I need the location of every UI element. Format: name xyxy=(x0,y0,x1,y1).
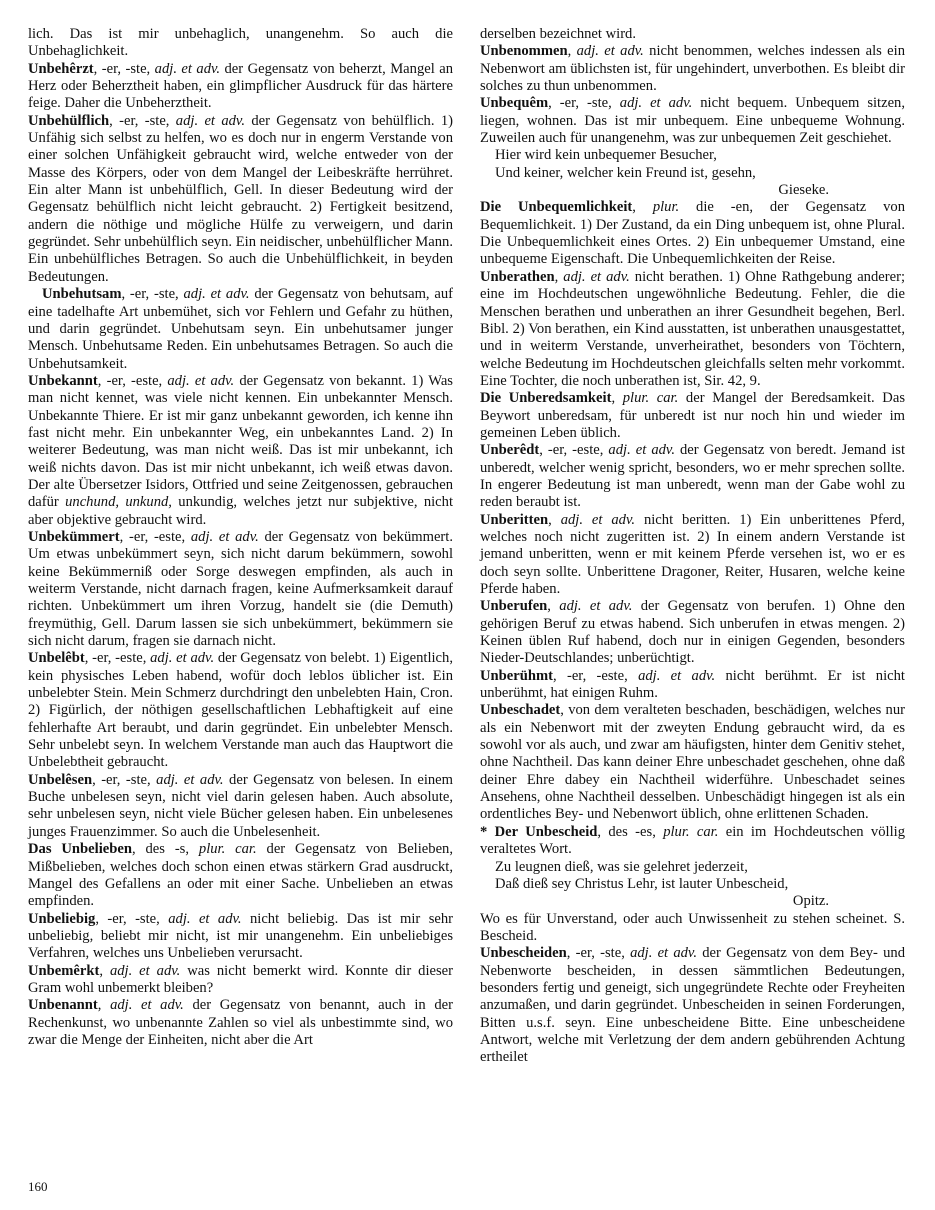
verse-line xyxy=(480,876,905,893)
entry-text: , -er, -ste, xyxy=(95,910,169,927)
entry-text: nicht beliebig. Das ist mir sehr unbeliebig, beliebt mir nicht, ist mir unangenehm. Ein unbeliebiges Verfahren, welches uns Unbelieben verursacht. xyxy=(28,910,454,962)
entry-headword: Unbequêm xyxy=(480,95,549,112)
text-column-right xyxy=(480,26,905,1067)
dictionary-entry xyxy=(28,963,453,998)
entry-text: der Gegensatz von berufen. 1) Ohne den gehörigen Beruf zu etwas habend. Sich unberufen in etwas mengen. 2) Keinen üblen Ruf habend, doch nur in einigen Gegenden, besonders Nieder-Deutschlandes; unberüchtigt. xyxy=(480,598,905,667)
entry-text: nicht beritten. 1) Ein unberittenes Pferd, welches noch nicht zugeritten ist. 2) In einem andern Verstande ist jemand unberitten, wenn er mit keinem Pferde versehen ist, wo er es doch seyn sollte. Unberittene Dragoner, Reiter, Husaren, welche keine Pferde haben. xyxy=(480,511,905,597)
entry-headword: Unbehülflich xyxy=(28,112,110,129)
entry-text: , xyxy=(567,43,577,60)
entry-text: , -er, -este, xyxy=(539,442,609,459)
entry-text: , xyxy=(611,390,623,407)
entry-text: der Gegensatz von belesen. In einem Buche unbelesen seyn, nicht viel darin gelesen haben. Auch absolute, sehr unbelesen seyn, nicht viele Bücher gelesen haben. Ein unbelesenes junges Frauenzimmer. So auch die Unbelesenheit. xyxy=(28,771,453,840)
entry-text: der Gegensatz von beredt. Jemand ist unberedt, welcher wenig spricht, besonders, wo er mehr sprechen sollte. In engerer Bedeutung ist man unberedt, wenn man der Gabe wohl zu reden beraubt ist. xyxy=(480,442,905,511)
grammar-label: adj. et adv. xyxy=(630,945,697,962)
entry-text: , -er, -ste, xyxy=(566,945,631,962)
entry-text: Daß dieß sey Christus Lehr, ist lauter Unbescheid, xyxy=(495,875,789,892)
entry-text: , -er, -este, xyxy=(552,667,639,684)
grammar-label: adj. et adv. xyxy=(175,112,245,129)
text-column-left xyxy=(28,26,453,1067)
entry-text: die -en, der Gegensatz von Bequemlichkeit. 1) Der Zustand, da ein Ding unbequem ist, ohne Plural. Die Unbequemlichkeit eines Ortes. 2) Ein unbequemer Umstand, eine unbequeme Eigenschaft. Die Unbequemlichkeiten der Reise. xyxy=(480,199,905,268)
dictionary-entry xyxy=(28,113,453,286)
dictionary-entry xyxy=(480,512,905,599)
grammar-label: adj. et adv. xyxy=(560,511,636,528)
grammar-label: adj. et adv. xyxy=(619,95,693,112)
grammar-label: adj. et adv. xyxy=(563,268,630,285)
entry-headword: Unbeschadet xyxy=(480,702,561,719)
grammar-label: adj. et adv. xyxy=(167,372,235,389)
dictionary-entry xyxy=(480,43,905,95)
two-column-text-area xyxy=(28,26,906,1067)
entry-text: Zu leugnen dieß, was sie gelehret jederzeit, xyxy=(495,858,748,875)
grammar-label: adj. et adv. xyxy=(168,910,242,927)
entry-text: nicht berühmt. Er ist nicht unberühmt, hat einigen Ruhm. xyxy=(480,667,905,702)
entry-text: , -er, -este, xyxy=(119,528,191,545)
entry-headword: Unbelêbt xyxy=(28,650,85,667)
grammar-label: adj. et adv. xyxy=(109,962,181,979)
dictionary-entry xyxy=(480,199,905,268)
entry-headword: Unberühmt xyxy=(480,667,553,684)
entry-text: der Mangel der Beredsamkeit. Das Beywort unberedsam, für unberedt ist nur noch hin und wieder im gemeinen Leben üblich. xyxy=(480,390,906,441)
entry-text: , xyxy=(99,962,110,979)
entry-text: , -er, -ste, xyxy=(109,112,176,129)
entry-text: , -er, -ste, xyxy=(92,771,157,788)
verse-line xyxy=(480,147,905,164)
paragraph xyxy=(28,26,453,61)
entry-headword: Unberêdt xyxy=(480,442,540,459)
dictionary-entry xyxy=(480,702,905,823)
dictionary-entry xyxy=(28,841,453,910)
paragraph xyxy=(480,26,905,43)
verse-line xyxy=(480,165,905,182)
dictionary-entry xyxy=(480,945,905,1066)
entry-text: , des -s, xyxy=(131,841,199,858)
dictionary-entry xyxy=(480,824,905,859)
entry-text: der Gegensatz von Belieben, Mißbelieben, welches doch schon einen etwas stärkern Grad ausdruckt, Mangel des Gefallens an oder mit einer Sache. Unbelieben an etwas empfinden. xyxy=(28,841,453,910)
entry-headword: Unbemêrkt xyxy=(28,962,100,979)
entry-text: der Gegensatz von beherzt, Mangel an Herz oder Beherztheit haben, ein glimpflicher Ausdruck für das härtere feige. Daher die Unbeherztheit. xyxy=(28,60,454,112)
entry-text: der Gegensatz von dem Bey- und Nebenworte bescheiden, in dessen sämmtlichen Bedeutungen, besonders fertig und geneigt, sich ungegründete Rechte oder Freyheiten anzumaßen, und darin gegründet. Unbescheiden in seinen Forderungen, Bitten u.s.f. seyn. Eine unbescheidene Bitte. Eine unbescheidene Antwort, welche mit Verletzung der dem andern gebührenden Achtung ertheilet xyxy=(480,945,906,1066)
entry-text: , -er, -este, xyxy=(97,372,168,389)
grammar-label: adj. et adv. xyxy=(154,60,221,77)
grammar-label: plur. car. xyxy=(198,841,257,858)
grammar-label: adj. et adv. xyxy=(559,598,633,615)
entry-text: , xyxy=(547,598,560,615)
grammar-label: plur. car. xyxy=(663,823,719,840)
dictionary-entry xyxy=(480,269,905,390)
entry-text: , -er, -ste, xyxy=(121,286,184,303)
entry-headword: Das Unbelieben xyxy=(28,841,132,858)
grammar-label: adj. et adv. xyxy=(156,771,224,788)
paragraph xyxy=(480,911,905,946)
dictionary-entry xyxy=(28,529,453,650)
dictionary-entry xyxy=(480,442,905,511)
entry-headword: Unbenommen xyxy=(480,43,568,60)
dictionary-entry xyxy=(28,650,453,771)
entry-text: der Gegensatz von behülflich. 1) Unfähig sich selbst zu helfen, wo es doch nur in engerm Verstande von einer solchen Unfähigkeit gebraucht wird, welche entweder von der Masse des Körpers, oder von dem Mangel der Leibeskräfte herrühret. Ein alter Mann ist unbehülflich, Gell. In dieser Bedeutung wird der Gegensatz behülflich nicht leicht gebraucht. 2) Fertigkeit besitzend, andern die nöthige und mögliche Hülfe zu verweigern, und darin gegründet. Sehr unbehülflich seyn. Ein neidischer, unbehülflicher Mann. Ein unbehülfliches Betragen. So auch die Unbehülflichkeit, in beyden Bedeutungen. xyxy=(28,112,453,285)
grammar-label: adj. et adv. xyxy=(110,997,184,1014)
entry-text: der Gegensatz von bekannt. 1) Was man nicht kennet, was viele nicht kennen. Ein unbekannter Mensch. Unbekannte Thiere. Er ist mir ganz unbekannt geworden, ich kenne ihn fast nicht mehr. Ein unbekannter Weg, ein unbekanntes Land. 2) In weiterer Bedeutung, was man nicht weiß. Das ist mir unbekannt, ich weiß nichts davon. Das ist mir nicht unbekannt, ich weiß etwas davon. Der alte Übersetzer Isidors, Ottfried und seine Zeitgenossen, gebrauchen dafür xyxy=(28,372,453,511)
entry-text: , -er, -ste, xyxy=(93,60,155,77)
entry-headword: Unbekümmert xyxy=(28,528,120,545)
entry-text: Wo es für Unverstand, oder auch Unwissenheit zu stehen scheinet. S. Bescheid. xyxy=(480,910,905,944)
entry-headword: Unberitten xyxy=(480,511,549,528)
entry-text: derselben bezeichnet wird. xyxy=(480,26,636,42)
dictionary-entry xyxy=(28,772,453,841)
entry-text: lich. Das ist mir unbehaglich, unangenehm. So auch die Unbehaglichkeit. xyxy=(28,26,453,60)
entry-headword: * Der Unbescheid xyxy=(480,823,598,840)
entry-headword: Unbekannt xyxy=(28,372,98,389)
entry-headword: Die Unberedsamkeit xyxy=(480,390,612,407)
entry-text: der Gegensatz von belebt. 1) Eigentlich, kein physisches Leben habend, wofür doch leblos üblicher ist. Ein unbelebter Stein. Mein Schmerz durchdringt den unbelebten Hain, Cron. 2) Figürlich, der nöthigen gesellschaftlichen Lebhaftigkeit auf eine fehlerhafte Art beraubt, und darin gegründet. Ein unbelebter Mensch. Sehr unbelebt seyn. In welchem Verstande man auch das Hauptwort die Unbelebtheit gebraucht. xyxy=(28,650,453,771)
entry-text: unkundig, welches jetzt nur subjektive, nicht aber objektive gebraucht wird. xyxy=(28,494,453,528)
entry-text: , xyxy=(97,997,111,1014)
entry-text: nicht berathen. 1) Ohne Rathgebung anderer; eine im Hochdeutschen ungewöhnliche Bedeutung. Fehler, die die Menschen berathen und unberathen an ihrer Gesundheit begehen, Berl. Bibl. 2) Von berathen, ein Kind ausstatten, ist unberathen unausgestattet, und in weiterm Verstande, unverheirathet, besonders von Töchtern, welche Bedeutung im Hochdeutschen gleichfalls selten mehr vorkommt. Eine Tochter, die noch unberathen ist, Sir. 42, 9. xyxy=(480,268,906,389)
entry-text: der Gegensatz von benannt, auch in der Rechenkunst, wo unbenannte Zahlen so viel als unbestimmte sind, wo zwar die Menge der Einheiten, nicht aber die Art xyxy=(28,997,453,1048)
dictionary-entry xyxy=(480,95,905,147)
entry-headword: Unbescheiden xyxy=(480,945,567,962)
grammar-label: plur. xyxy=(652,199,680,216)
verse-attribution xyxy=(480,893,905,910)
entry-text: , -er, -ste, xyxy=(548,95,620,112)
entry-text: ein im Hochdeutschen völlig veraltetes Wort. xyxy=(480,823,905,858)
grammar-label: adj. et adv. xyxy=(150,650,215,667)
entry-text: nicht bequem. Unbequem sitzen, liegen, wohnen. Das ist mir unbequem. Eine unbequeme Wohnung. Zuweilen auch für unangenehm, was zur unbequemen Zeit geschiehet. xyxy=(480,95,906,147)
grammar-label: adj. et adv. xyxy=(576,43,644,60)
dictionary-entry xyxy=(480,668,905,703)
grammar-label: adj. et adv. xyxy=(638,667,716,684)
grammar-label: adj. et adv. xyxy=(190,528,259,545)
entry-text: Opitz. xyxy=(792,893,829,910)
entry-text: , xyxy=(554,268,564,285)
entry-headword: Unbelêsen xyxy=(28,771,93,788)
entry-text: , von dem veralteten beschaden, beschädigen, welches nur als ein Nebenwort mit der zweyten Endung gebraucht wird, da es sowohl vor als auch, und zwar am häufigsten, hinter dem Genitiv stehet, ohne Nachtheil. Das kann deiner Ehre unbeschadet geschehen, ohne daß deiner Ehre dabey ein Nachtheil widerführe. Unbeschadet seines Ansehens, ohne Nachtheil desselben. Unbeschädigt hingegen ist als ein ordentliches Bey- und Nebenwort üblich, ohne erlittenen Schaden. xyxy=(480,702,905,823)
grammar-label: plur. car. xyxy=(622,390,679,407)
verse-attribution xyxy=(480,182,905,199)
entry-text: Hier wird kein unbequemer Besucher, xyxy=(495,147,717,164)
entry-text: der Gegensatz von behutsam, auf eine tadelhafte Art unbemühet, sich vor Fehlern und Gefahr zu hüthen, und darin gegründet. Unbehutsam seyn. Ein unbehutsamer junger Mensch. Unbehutsame Reden. Ein unbehutsames Betragen. So auch die Unbehutsamkeit. xyxy=(28,286,453,372)
dictionary-entry xyxy=(480,598,905,667)
verse-line xyxy=(480,859,905,876)
dictionary-entry xyxy=(28,61,453,113)
page-number: 160 xyxy=(28,1179,48,1194)
grammar-label: unchund, unkund, xyxy=(65,494,172,511)
entry-headword: Die Unbequemlichkeit xyxy=(480,199,633,216)
grammar-label: adj. et adv. xyxy=(183,286,250,303)
dictionary-entry xyxy=(28,286,453,373)
entry-headword: Unbehutsam xyxy=(42,286,122,303)
entry-text: Und keiner, welcher kein Freund ist, gesehn, xyxy=(495,164,756,181)
entry-text: nicht benommen, welches indessen als ein Nebenwort am üblichsten ist, für ungehindert, unverbothen. Es bleibt dir solches zu thun unbenommen. xyxy=(480,43,906,95)
entry-text: der Gegensatz von bekümmert. Um etwas unbekümmert seyn, sich nicht darum bekümmern, sowohl keine Bekümmerniß oder Sorge deswegen empfinden, als auch in weiterm Verstande, nicht darnach fragen, keine Aufmerksamkeit darauf richten. Unbekümmert um ihren Vorzug, handelt sie (die Demuth) freymüthig, Gell. Darum lassen sie sich unbekümmert, bekümmern sie sich nicht darum, fragen sie darnach nicht. xyxy=(28,528,453,650)
grammar-label: adj. et adv. xyxy=(608,442,675,459)
entry-headword: Unbenannt xyxy=(28,997,98,1014)
dictionary-entry xyxy=(480,390,905,442)
dictionary-entry xyxy=(28,997,453,1049)
entry-headword: Unbeliebig xyxy=(28,910,96,927)
dictionary-entry xyxy=(28,911,453,963)
entry-text: Gieseke. xyxy=(778,182,829,199)
entry-headword: Unbehêrzt xyxy=(28,60,94,77)
dictionary-entry xyxy=(28,373,453,529)
entry-text: , des -es, xyxy=(597,823,664,840)
entry-headword: Unberufen xyxy=(480,598,548,615)
entry-text: , xyxy=(548,511,561,528)
entry-text: was nicht bemerkt wird. Konnte dir dieser Gram wohl unbemerkt bleiben? xyxy=(28,962,454,996)
entry-text: , xyxy=(632,199,653,216)
entry-text: , -er, -este, xyxy=(84,650,151,667)
entry-headword: Unberathen xyxy=(480,268,555,285)
